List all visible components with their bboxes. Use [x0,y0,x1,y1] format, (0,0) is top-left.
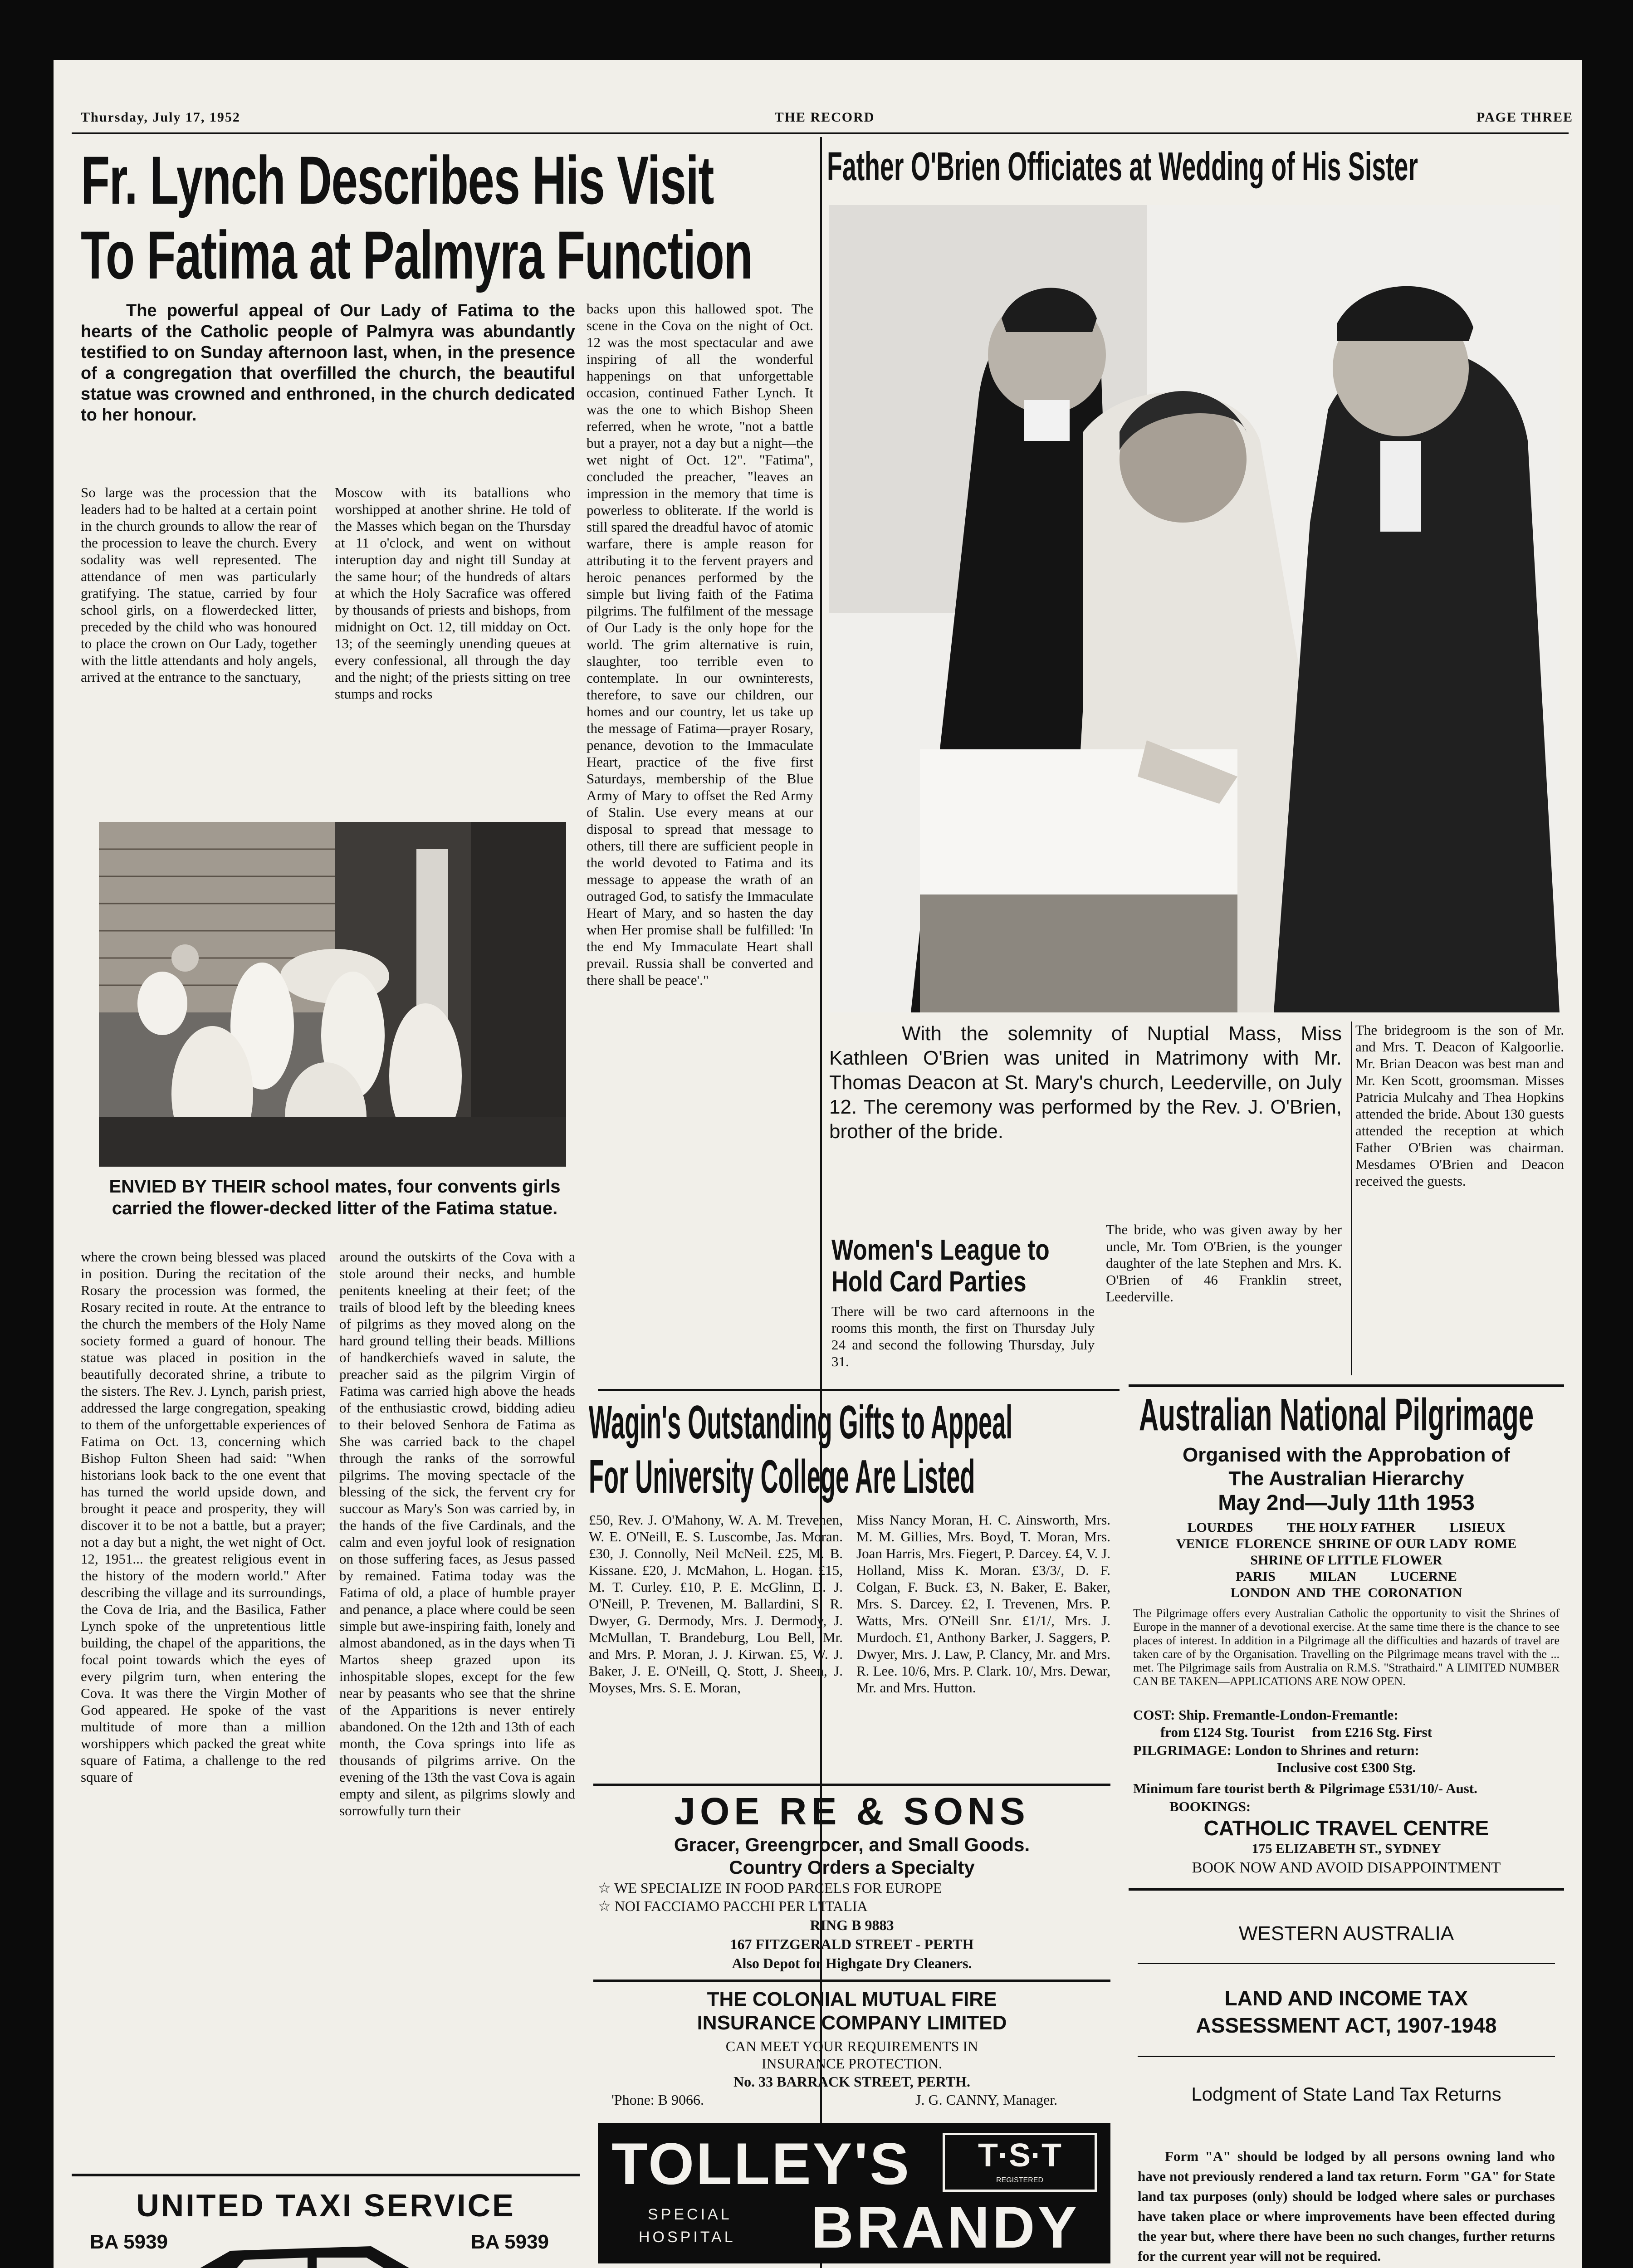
colonial-line-1: CAN MEET YOUR REQUIREMENTS IN [725,2038,978,2054]
taxi-phone-right: BA 5939 [471,2231,549,2253]
lynch-headline-1: Fr. Lynch Describes His Visit [81,142,714,218]
pilgrimage-pil-1: PILGRIMAGE: London to Shrines and return: [1133,1742,1419,1758]
tolley-badge-text: T·S·T [978,2137,1061,2174]
wedding-text-a: The bride, who was given away by her uncle, Mr. Tom O'Brien, is the younger daughter of the late Stephen and Mrs. K. O'Brien of 46 Franklin street, Leederville. [1106,1222,1342,1305]
joe-re-line-2: Country Orders a Specialty [729,1857,975,1878]
joe-re-star-line-1 [598,1879,1110,1897]
tax-rule-2 [1138,2056,1555,2057]
wagin-column-2: Miss Nancy Moran, H. C. Ainsworth, Mrs. M. M. Gillies, Mrs. Boyd, T. Moran, Mrs. Joan Harris, Mrs. Fiegert, P. Darcey. £4, V. J. Holland, Miss K. Moran. £3/3/, D. F. Colgan, F. Buck. £3, N. Baker, E. Baker, Mrs. S. Darcey. £2, I. Trevenen, Mrs. P. Watts, Mrs. O'Neill Snr. £1/1/, Mrs. J. Murdoch. £1, Anthony Barker, J. Saggers, P. Dwyer, Mrs. J. Law, P. Clancy, Mr. and Mrs. R. Lee. 10/6, Mrs. P. Clark. 10/, Mrs. Dewar, Mr. and Mrs. Hutton. [856,1512,1110,1696]
pilgrimage-pil-2: Inclusive cost £300 Stg. [1276,1760,1416,1775]
colonial-manager: J. G. CANNY, Manager. [915,2092,1058,2108]
colonial-name-2: INSURANCE COMPANY LIMITED [697,2012,1007,2034]
lynch-column-2: Moscow with its batallions who worshipped at another shrine. He told of the Masses which began on the Thursday at 11 o'clock, and went on without interuption day and night till Sunday at the same hour; of the hundreds of altars at which the Holy Sacrafice was offered by thousands of priests and bishops, from midnight on Oct. 12, till midday on Oct. 13; of the seemingly unending queues at every confessional, all through the day and the night; of the priests sitting on tree stumps and rocks [335,484,571,702]
pilgrimage-places-4: PARIS MILAN LUCERNE [1236,1569,1457,1584]
tolley-badge [943,2133,1097,2192]
joe-re-star-text-2: NOI FACCIAMO PACCHI PER L'ITALIA [614,1898,868,1914]
taxi-name: UNITED TAXI SERVICE [136,2188,515,2223]
taxi-car-icon [117,2233,525,2268]
wagin-headline-1: Wagin's Outstanding Gifts to Appeal [589,1396,1013,1449]
pilgrimage-top-rule [1129,1384,1564,1387]
joe-re-addr: 167 FITZGERALD STREET - PERTH [730,1936,974,1952]
pilgrimage-min: Minimum fare tourist berth & Pilgrimage £531/10/- Aust. [1133,1780,1477,1796]
tolley-name: TOLLEY'S [611,2131,911,2197]
joe-re-name: JOE RE & SONS [674,1790,1030,1833]
procession-photo [99,822,566,1167]
colonial-top-rule [593,1980,1110,1982]
joe-re-depot: Also Depot for Highgate Dry Cleaners. [732,1955,972,1971]
joe-re-star-text-1: WE SPECIALIZE IN FOOD PARCELS FOR EUROPE [614,1880,942,1896]
tax-act-1: LAND AND INCOME TAX [1224,1986,1468,2010]
pilgrimage-bottom-rule [1129,1888,1564,1891]
colonial-name-1: THE COLONIAL MUTUAL FIRE [707,1988,997,2010]
joe-re-star-line-2 [598,1897,1110,1915]
pilgrimage-bookings: BOOKINGS: [1169,1799,1251,1814]
joe-re-ring: RING B 9883 [810,1917,894,1933]
lynch-column-1: So large was the procession that the leaders had to be halted at a certain point in the church grounds to allow the rear of the procession to leave the church. Every sodality was well represented. The attendance of men was particularly gratifying. The statue, carried by four school girls, on a flowerdecked litter, preceded by the child who was honoured to place the crown on Our Lady, together with the little attendants and holy angels, arrived at the entrance to the sanctuary, [81,484,317,685]
womens-league-headline-2: Hold Card Parties [831,1265,1027,1298]
pilgrimage-book: BOOK NOW AND AVOID DISAPPOINTMENT [1192,1859,1501,1876]
masthead-rule [72,132,1569,134]
pilgrimage-places-5: LONDON AND THE CORONATION [1230,1585,1462,1600]
caption-lead: ENVIED BY THEIR [109,1177,266,1197]
wagin-column-1: £50, Rev. J. O'Mahony, W. A. M. Trevenen, W. E. O'Neill, E. S. Luscombe, Jas. Moran. £30, J. Connolly, Neil McNeil. £25, M. B. Kissane. £20, J. McMahon, L. Hogan. £15, M. T. Curley. £10, P. E. McGlinn, D. J. O'Neill, P. Trevenen, M. Ballardini, S. R. Dwyer, G. Dermody, Mrs. J. Dermody, J. McMullan, T. Brandeburg, Lou Bell, Mr. and Mrs. P. Moran, J. J. Kirwan. £5, W. J. Baker, J. E. O'Neill, Q. Stott, J. Sheen, J. Moyses, Mrs. S. E. Moran, [589,1512,843,1696]
pilgrimage-agent: CATHOLIC TRAVEL CENTRE [1203,1816,1489,1840]
wagin-headline-2: For University College Are Listed [589,1451,975,1503]
tax-body: Form "A" should be lodged by all persons owning land who have not previously rendered a land tax return. Form "GA" for State land tax purposes (only) should be lodged where sales or purchases have taken place or where improvements have been effected during the year but, where there have been no such changes, further returns for the current year will not be required. [1138,2148,1555,2264]
lynch-column-4: where the crown being blessed was placed in position. During the recitation of the Rosary the procession was formed, the Rosary recited in route. At the entrance to the church the members of the Holy Name society formed a guard of honour. The statue was placed in position in the beautifully decorated shrine, a tribute to the sisters. The Rev. J. Lynch, parish priest, addressed the large congregation, speaking to them of the unforgettable experiences of Fatima on Oct. 13, concerning which Bishop Fulton Sheen had said: "When historians look back to the one event that has turned the world upside down, and brought it peace and prosperity, they will discover it to be not a battle, but a prayer; not a day but a night, the wet night of Oct. 12, 1951... the greatest religious event in the history of the modern world." After describing the village and its surroundings, the Cova de Iria, and the Basilica, Father Lynch spoke of the unpretentious little building, the chapel of the apparitions, the focal point towards which the eyes of every pilgrim turn, when entering the Cova. It was there the Virgin Mother of God appeared. He spoke of the vast multitude of more than a million worshippers which packed the great white square of Fatima, a challenge to the red square of [81,1249,326,1785]
wedding-text-b: The bridegroom is the son of Mr. and Mrs. T. Deacon of Kalgoorlie. Mr. Brian Deacon was best man and Mr. Ken Scott, groomsman. Misses Patricia Mulcahy and Thea Hopkins attended the bride. About 130 guests attended the reception at which Father O'Brien was chairman. Mesdames O'Brien and Deacon received the guests. [1355,1022,1564,1189]
tolley-badge-sub: REGISTERED [996,2176,1043,2184]
tolley-ad [598,2123,1110,2263]
pilgrimage-dates: May 2nd—July 11th 1953 [1218,1491,1475,1515]
tax-act-2: ASSESSMENT ACT, 1907-1948 [1196,2014,1497,2037]
womens-league-headline-1: Women's League to [831,1233,1050,1266]
procession-illustration [99,822,566,1167]
wedding-caption: With the solemnity of Nuptial Mass, Miss Kathleen O'Brien was united in Matrimony with Mr. Thomas Deacon at St. Mary's church, Leederville, on July 12. The ceremony was performed by the Rev. J. O'Brien, brother of the bride. [829,1022,1342,1143]
star-icon: ☆ [598,1898,611,1914]
pilgrimage-addr: 175 ELIZABETH ST., SYDNEY [1252,1841,1441,1856]
tax-rule-1 [1138,1963,1555,1964]
caption-rest: school mates, four convents girls carried the flower-decked litter of the Fatima statue. [112,1177,561,1218]
taxi-phone-left: BA 5939 [90,2231,168,2253]
tax-state: WESTERN AUSTRALIA [1238,1922,1454,1945]
tax-lodgment: Lodgment of State Land Tax Returns [1191,2083,1501,2105]
pilgrimage-places-3: SHRINE OF LITTLE FLOWER [1250,1553,1442,1568]
procession-caption [99,1176,571,1219]
colonial-phone: 'Phone: B 9066. [611,2092,704,2108]
wagin-top-rule [598,1389,1120,1391]
lynch-column-5: around the outskirts of the Cova with a stole around their necks, and humble penitents kneeling at their feet; of the trails of blood left by the bleeding knees of pilgrims as they moved along on the hard ground telling their beads. Millions of handkerchiefs waved in salute, the preacher said as the pilgrim Virgin of Fatima was carried high above the heads of the enthusiastic crowd, bidding adieu to their beloved Senhora de Fatima as She was carried back to the chapel through the ranks of the sorrowful pilgrims. The moving spectacle of the blessing of the sick, the fervent cry for succour as Mary's Son was carried by, in the hands of the five Cardinals, and the calm and even joyful look of resignation on those suffering faces, as Jesus passed by remained. Fatima today was the Fatima of old, a place of humble prayer and penance, a place where could be seen simple but awe-inspiring faith, lonely and almost abandoned, as in the days when Ti Martos sheep grazed upon its inhospitable slopes, except for the few near by peasants who see that the shrine of the Apparitions is never entirely abandoned. On the 12th and 13th of each month, the Cova springs into life as thousands of pilgrims arrive. On the evening of the 13th the vast Cova is again empty and silent, as pilgrims slowly and sorrowfully turn their [339,1249,575,1818]
star-icon: ☆ [598,1880,611,1896]
pilgrimage-cost-2: from £124 Stg. Tourist from £216 Stg. First [1160,1724,1433,1740]
tolley-special: SPECIAL [648,2206,732,2223]
wedding-headline: Father O'Brien Officiates at Wedding of His Sister [827,144,1418,189]
pilgrimage-body: The Pilgrimage offers every Australian Catholic the opportunity to visit the Shrines of Europe in the manner of a devotional exercise. At the same time there is the chance to see places of interest. In addition in a Pilgrimage all the difficulties and hazards of travel are taken care of by the Organisation. Travelling on the Pilgrimage means travel with the ... met. The Pilgrimage sails from Australia on R.M.S. "Strathaird." A LIMITED NUMBER CAN BE TAKEN—APPLICATIONS ARE NOW OPEN. [1133,1607,1560,1688]
womens-league-text: There will be two card afternoons in the rooms this month, the first on Thursday July 24 and second the following Thursday, July 31. [831,1303,1095,1369]
colonial-line-2: INSURANCE PROTECTION. [761,2055,943,2072]
pilgrimage-sub-1: Organised with the Approbation of [1183,1444,1510,1466]
pilgrimage-places-2: VENICE FLORENCE SHRINE OF OUR LADY ROME [1176,1536,1517,1551]
lynch-lead: The powerful appeal of Our Lady of Fatima to the hearts of the Catholic people of Palmyra was abundantly testified to on Sunday afternoon last, when, in the presence of a congregation that overfilled the church, the beautiful statue was crowned and enthroned, in the church dedicated to her honour. [81,301,575,425]
wedding-photo [829,205,1560,1012]
page-number: PAGE THREE [1476,110,1573,125]
pilgrimage-places-1: LOURDES THE HOLY FATHER LISIEUX [1187,1520,1506,1535]
tolley-hospital: HOSPITAL [639,2229,736,2246]
wedding-divider [1351,1022,1352,1375]
taxi-top-rule [72,2174,580,2176]
lynch-headline-2: To Fatima at Palmyra Function [81,217,753,293]
tolley-brandy: BRANDY [811,2194,1080,2260]
wedding-illustration [829,205,1560,1012]
pilgrimage-sub-2: The Australian Hierarchy [1228,1467,1464,1490]
issue-date: Thursday, July 17, 1952 [81,110,240,125]
pilgrimage-title: Australian National Pilgrimage [1139,1389,1534,1440]
newspaper-page [54,60,1582,2268]
paper-name: THE RECORD [774,110,875,125]
lynch-column-3: backs upon this hallowed spot. The scene in the Cova on the night of Oct. 12 was the most spectacular and awe inspiring of all the wonderful happenings on that unforgettable occasion, continued Father Lynch. It was the one to which Bishop Sheen referred, when he wrote, "not a battle but a prayer, not a day but a night—the wet night of Oct. 12". "Fatima", concluded the preacher, "leaves an impression in the memory that time is powerless to obliterate. If the world is still spared the dreadful havoc of atomic warfare, there is ample reason for attributing it to the fervent prayers and heroic penances performed by the simple but living faith of the Fatima pilgrims. The fulfilment of the message of Our Lady is the only hope for the world. The grim alternative is ruin, slaughter, too terrible even to contemplate. In our owninterests, therefore, to save our children, our homes and our country, let us take up the message of Fatima—prayer Rosary, penance, devotion to the Immaculate Heart, practice of the five first Saturdays, membership of the Blue Army of Mary to offset the Red Army of Stalin. Use every means at our disposal to spread that message to others, till there are sufficient people in the world devoted to Fatima and its message to appease the wrath of an outraged God, to satisfy the Immaculate Heart of Mary, and so hasten the day when Her promise shall be fulfilled: 'In the end My Immaculate Heart shall prevail. Russia shall be converted and there shall be peace'." [587,301,813,988]
joe-re-top-rule [593,1784,1110,1786]
joe-re-line-1: Gracer, Greengrocer, and Small Goods. [674,1834,1030,1855]
pilgrimage-cost-1: COST: Ship. Fremantle-London-Fremantle: [1133,1707,1398,1723]
colonial-addr: No. 33 BARRACK STREET, PERTH. [733,2073,970,2090]
